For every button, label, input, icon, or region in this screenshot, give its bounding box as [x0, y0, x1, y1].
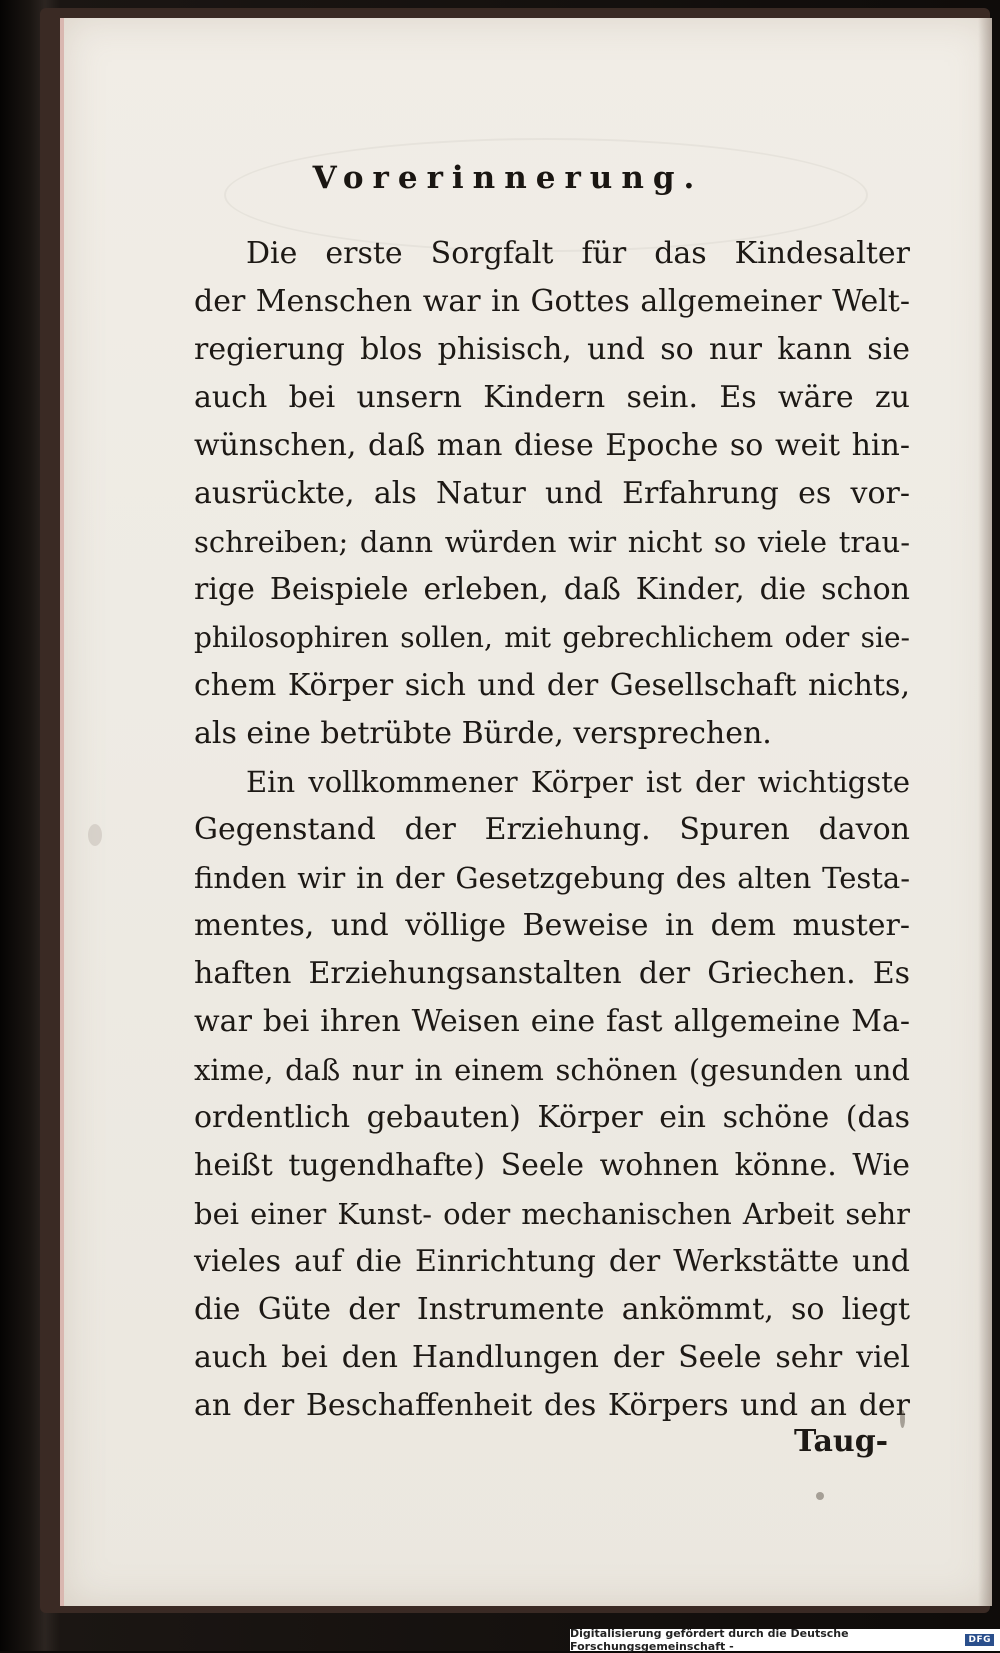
text-line: haften Erziehungsanstalten der Griechen. Es [194, 956, 910, 991]
text-line: auch bei den Handlungen der Seele sehr viel [194, 1340, 910, 1375]
catchword: Taug- [794, 1424, 889, 1459]
text-line: ausrückte, als Natur und Erfahrung es vor- [194, 476, 910, 511]
text-line: chem Körper sich und der Gesellschaft nichts, [194, 668, 910, 703]
text-line: auch bei unsern Kindern sein. Es wäre zu [194, 380, 910, 415]
digitization-footer [570, 1629, 1000, 1651]
text-line: ordentlich gebauten) Körper ein schöne (das [194, 1100, 910, 1135]
text-line: der Menschen war in Gottes allgemeiner Welt- [194, 284, 910, 319]
ink-speck [900, 1410, 905, 1428]
text-line: xime, daß nur in einem schönen (gesunden und [194, 1053, 910, 1087]
text-line: wünschen, daß man diese Epoche so weit hin- [194, 428, 910, 463]
ink-speck [816, 1492, 824, 1500]
book-page [60, 18, 992, 1606]
text-line: als eine betrübte Bürde, versprechen. [194, 716, 772, 751]
text-line: Die erste Sorgfalt für das Kindesalter [246, 236, 910, 271]
dfg-logo-icon: DFG [965, 1634, 994, 1646]
text-line: philosophiren sollen, mit gebrechlichem oder sie- [194, 621, 910, 654]
page-heading: Vorerinnerung. [312, 160, 704, 196]
text-line: rige Beispiele erleben, daß Kinder, die schon [194, 572, 910, 607]
paper-stain [88, 824, 102, 846]
text-line: vieles auf die Einrichtung der Werkstätte und [194, 1244, 910, 1279]
text-line: bei einer Kunst- oder mechanischen Arbeit sehr [194, 1197, 910, 1231]
text-line: an der Beschaffenheit des Körpers und an der [194, 1388, 910, 1423]
text-line: schreiben; dann würden wir nicht so viele trau- [194, 525, 910, 559]
text-line: finden wir in der Gesetzgebung des alten Testa- [194, 861, 910, 895]
text-line: die Güte der Instrumente ankömmt, so liegt [194, 1292, 910, 1327]
text-line: Ein vollkommener Körper ist der wichtigste [246, 765, 910, 799]
footer-text: Digitalisierung gefördert durch die Deutsche Forschungsgemeinschaft - [570, 1627, 849, 1653]
text-line: mentes, und völlige Beweise in dem muster- [194, 908, 910, 943]
text-line: regierung blos phisisch, und so nur kann sie [194, 332, 910, 367]
text-line: war bei ihren Weisen eine fast allgemeine Ma- [194, 1004, 910, 1039]
text-line: Gegenstand der Erziehung. Spuren davon [194, 812, 910, 847]
text-line: heißt tugendhafte) Seele wohnen könne. Wie [194, 1148, 910, 1183]
